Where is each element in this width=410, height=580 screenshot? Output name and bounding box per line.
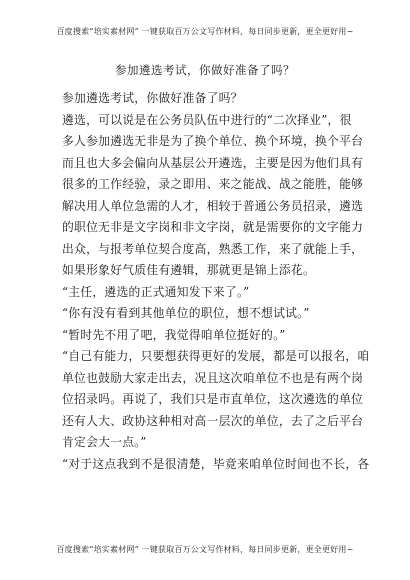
body-line: 解决用人单位急需的人才，相较于普通公务员招录，遴选: [62, 198, 364, 213]
body-line: 肯定会大一点。”: [62, 435, 147, 449]
body-line: 单位也鼓励大家走出去，况且这次咱单位不也是有两个岗: [62, 370, 364, 385]
body-line: 而且也大多会偏向从基层公开遴选，主要是因为他们具有: [62, 155, 364, 170]
body-line: 还有人大、政协这种相对高一层次的单位，去了之后平台: [62, 413, 364, 428]
body-line: “你有没有看到其他单位的职位，想不想试试。”: [62, 306, 310, 320]
document-title: 参加遴选考试，你做好准备了吗？: [115, 63, 295, 77]
body-line: “暂时先不用了吧，我觉得咱单位挺好的。”: [62, 327, 286, 342]
body-line: 的职位无非是文字岗和非文字岗，就是需要你的文字能力: [62, 220, 364, 234]
body-line: 位招录吗。再说了，我们只是市直单位，这次遴选的单位: [62, 392, 364, 406]
body-line: “对于这点我到不是很清楚，毕竟来咱单位时间也不长，各: [62, 456, 370, 471]
body-line: “自己有能力，只要想获得更好的发展，都是可以报名，咱: [62, 349, 370, 363]
body-line: 多人参加遴选无非是为了换个单位、换个环境，换个平台: [62, 134, 364, 148]
document-body: [62, 88, 370, 475]
page-footer: 百度搜索“培实素材网” 一键获取百万公文写作材料，每日同步更新，更全更好用~: [56, 545, 354, 554]
body-line: 遴选，可以说是在公务员队伍中进行的“二次择业”，很: [62, 112, 352, 127]
body-line: 如果形象好气质佳有遴辑，那就更是锦上添花。: [62, 263, 315, 277]
body-line: “主任，遴选的正式通知发下来了。”: [62, 284, 250, 299]
body-line: 参加遴选考试，你做好准备了吗？: [62, 91, 243, 105]
body-line: 出众，与报考单位契合度高，熟悉工作，来了就能上手，: [62, 241, 364, 256]
page-header: 百度搜索“培实素材网” 一键获取百万公文写作材料，每日同步更新，更全更好用~: [56, 27, 354, 36]
body-line: 很多的工作经验，录之即用、来之能战、战之能胜，能够: [62, 177, 364, 191]
